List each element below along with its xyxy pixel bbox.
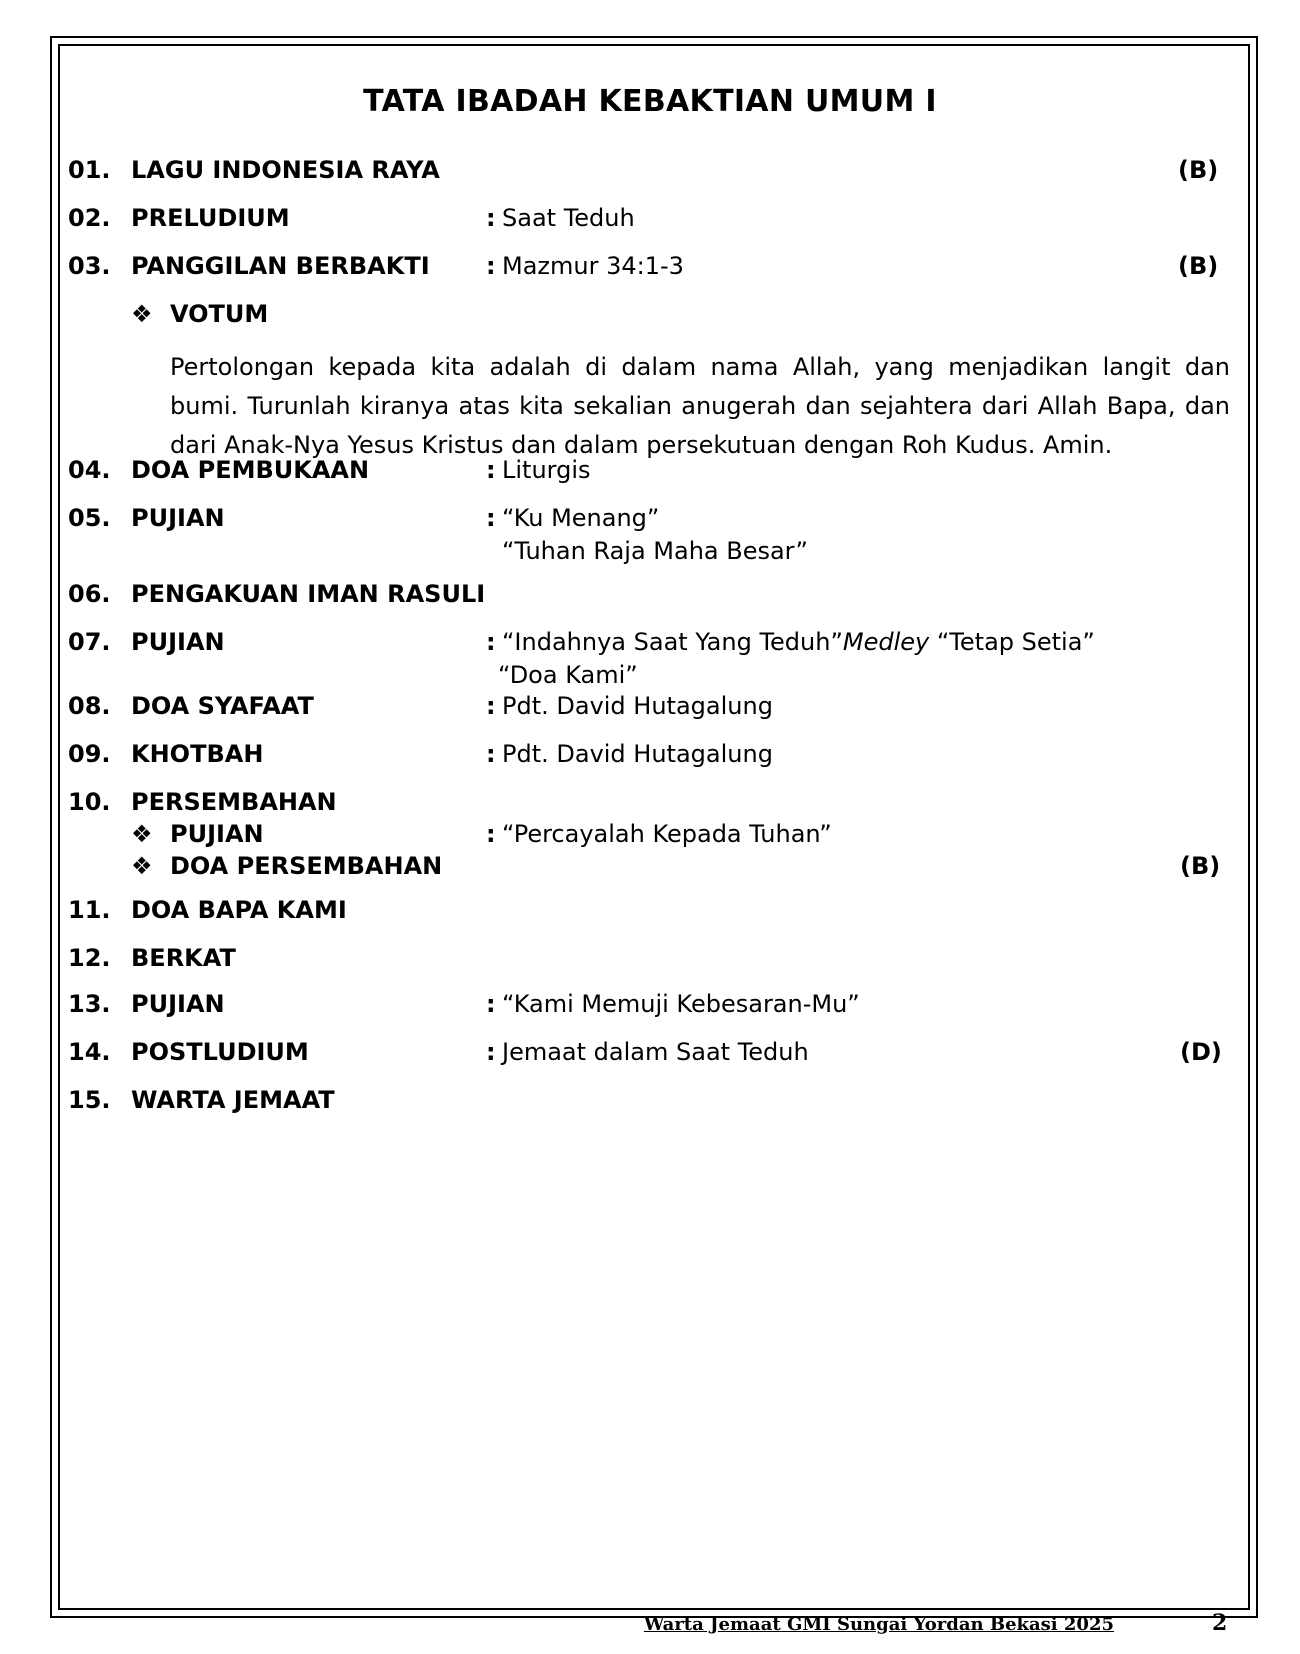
- item-label: DOA SYAFAAT: [131, 692, 314, 720]
- item-code: (B): [1178, 252, 1219, 280]
- votum-label: VOTUM: [170, 300, 269, 328]
- item-code: (B): [1180, 852, 1221, 880]
- song-title: “Indahnya Saat Yang Teduh”: [502, 628, 843, 656]
- item-value: Jemaat dalam Saat Teduh: [502, 1038, 809, 1066]
- item-10-sub-doa: [0, 852, 1300, 886]
- item-02: [0, 204, 1300, 238]
- page-title: TATA IBADAH KEBAKTIAN UMUM I: [363, 84, 937, 119]
- item-07: [0, 628, 1300, 662]
- item-code: (D): [1180, 1038, 1222, 1066]
- item-value-2: “Doa Kami”: [498, 661, 638, 689]
- item-number: 15.: [68, 1086, 111, 1114]
- item-code: (B): [1178, 156, 1219, 184]
- medley-label: Medley: [842, 628, 937, 656]
- item-label: DOA PEMBUKAAN: [131, 456, 370, 484]
- item-09: [0, 740, 1300, 774]
- footer-text: Warta Jemaat GMI Sungai Yordan Bekasi 2025: [644, 1614, 1114, 1635]
- item-number: 12.: [68, 944, 111, 972]
- item-value: “Kami Memuji Kebesaran-Mu”: [502, 990, 860, 1018]
- item-colon: :: [486, 820, 496, 848]
- item-colon: :: [486, 628, 496, 656]
- item-number: 08.: [68, 692, 111, 720]
- item-number: 11.: [68, 896, 111, 924]
- item-label: POSTLUDIUM: [131, 1038, 309, 1066]
- item-colon: :: [486, 204, 496, 232]
- item-colon: :: [486, 252, 496, 280]
- item-label: DOA BAPA KAMI: [131, 896, 347, 924]
- votum-heading: [0, 300, 1300, 334]
- item-03: [0, 252, 1300, 286]
- item-number: 09.: [68, 740, 111, 768]
- item-value-2: “Tuhan Raja Maha Besar”: [502, 537, 808, 565]
- song-title: “Tetap Setia”: [936, 628, 1095, 656]
- item-number: 03.: [68, 252, 111, 280]
- item-08: [0, 692, 1300, 726]
- item-value: “Percayalah Kepada Tuhan”: [502, 820, 832, 848]
- item-label: PENGAKUAN IMAN RASULI: [131, 580, 486, 608]
- sub-label: PUJIAN: [170, 820, 264, 848]
- sub-label: DOA PERSEMBAHAN: [170, 852, 443, 880]
- diamond-bullet-icon: ❖: [131, 820, 153, 848]
- item-12: [0, 944, 1300, 978]
- item-06: [0, 580, 1300, 614]
- item-number: 01.: [68, 156, 111, 184]
- diamond-bullet-icon: ❖: [131, 852, 153, 880]
- item-label: BERKAT: [131, 944, 236, 972]
- item-label: PUJIAN: [131, 628, 225, 656]
- item-label: PUJIAN: [131, 990, 225, 1018]
- item-14: [0, 1038, 1300, 1072]
- item-07-line2: [0, 661, 1300, 695]
- item-value: Pdt. David Hutagalung: [502, 692, 773, 720]
- item-label: PERSEMBAHAN: [131, 788, 337, 816]
- page-number: 2: [1212, 1610, 1228, 1636]
- item-10-sub-pujian: [0, 820, 1300, 854]
- item-colon: :: [486, 692, 496, 720]
- diamond-bullet-icon: ❖: [131, 300, 153, 328]
- item-value: [502, 628, 1095, 656]
- item-11: [0, 896, 1300, 930]
- item-colon: :: [486, 740, 496, 768]
- item-label: PANGGILAN BERBAKTI: [131, 252, 430, 280]
- item-number: 06.: [68, 580, 111, 608]
- item-15: [0, 1086, 1300, 1120]
- item-value: Saat Teduh: [502, 204, 635, 232]
- item-05: [0, 504, 1300, 538]
- item-number: 04.: [68, 456, 111, 484]
- item-colon: :: [486, 1038, 496, 1066]
- item-label: PRELUDIUM: [131, 204, 290, 232]
- item-13: [0, 990, 1300, 1024]
- item-01: [0, 156, 1300, 190]
- item-number: 13.: [68, 990, 111, 1018]
- item-05-line2: [0, 537, 1300, 571]
- item-colon: :: [486, 990, 496, 1018]
- item-04: [0, 456, 1300, 490]
- item-10: [0, 788, 1300, 822]
- votum-text: Pertolongan kepada kita adalah di dalam nama Allah, yang menjadikan langit dan bumi. Turunlah kiranya atas kita sekalian anugerah dan sejahtera dari Allah Bapa, dan dari Anak-Nya Yesus Kristus dan dalam persekutuan dengan Roh Kudus. Amin.: [170, 353, 1230, 459]
- item-colon: :: [486, 504, 496, 532]
- item-label: LAGU INDONESIA RAYA: [131, 156, 440, 184]
- item-value: Liturgis: [502, 456, 591, 484]
- item-label: PUJIAN: [131, 504, 225, 532]
- item-value: “Ku Menang”: [502, 504, 660, 532]
- item-value: Mazmur 34:1-3: [502, 252, 684, 280]
- item-number: 07.: [68, 628, 111, 656]
- item-number: 02.: [68, 204, 111, 232]
- item-label: WARTA JEMAAT: [131, 1086, 335, 1114]
- item-colon: :: [486, 456, 496, 484]
- item-number: 05.: [68, 504, 111, 532]
- item-value: Pdt. David Hutagalung: [502, 740, 773, 768]
- item-number: 10.: [68, 788, 111, 816]
- item-number: 14.: [68, 1038, 111, 1066]
- item-label: KHOTBAH: [131, 740, 264, 768]
